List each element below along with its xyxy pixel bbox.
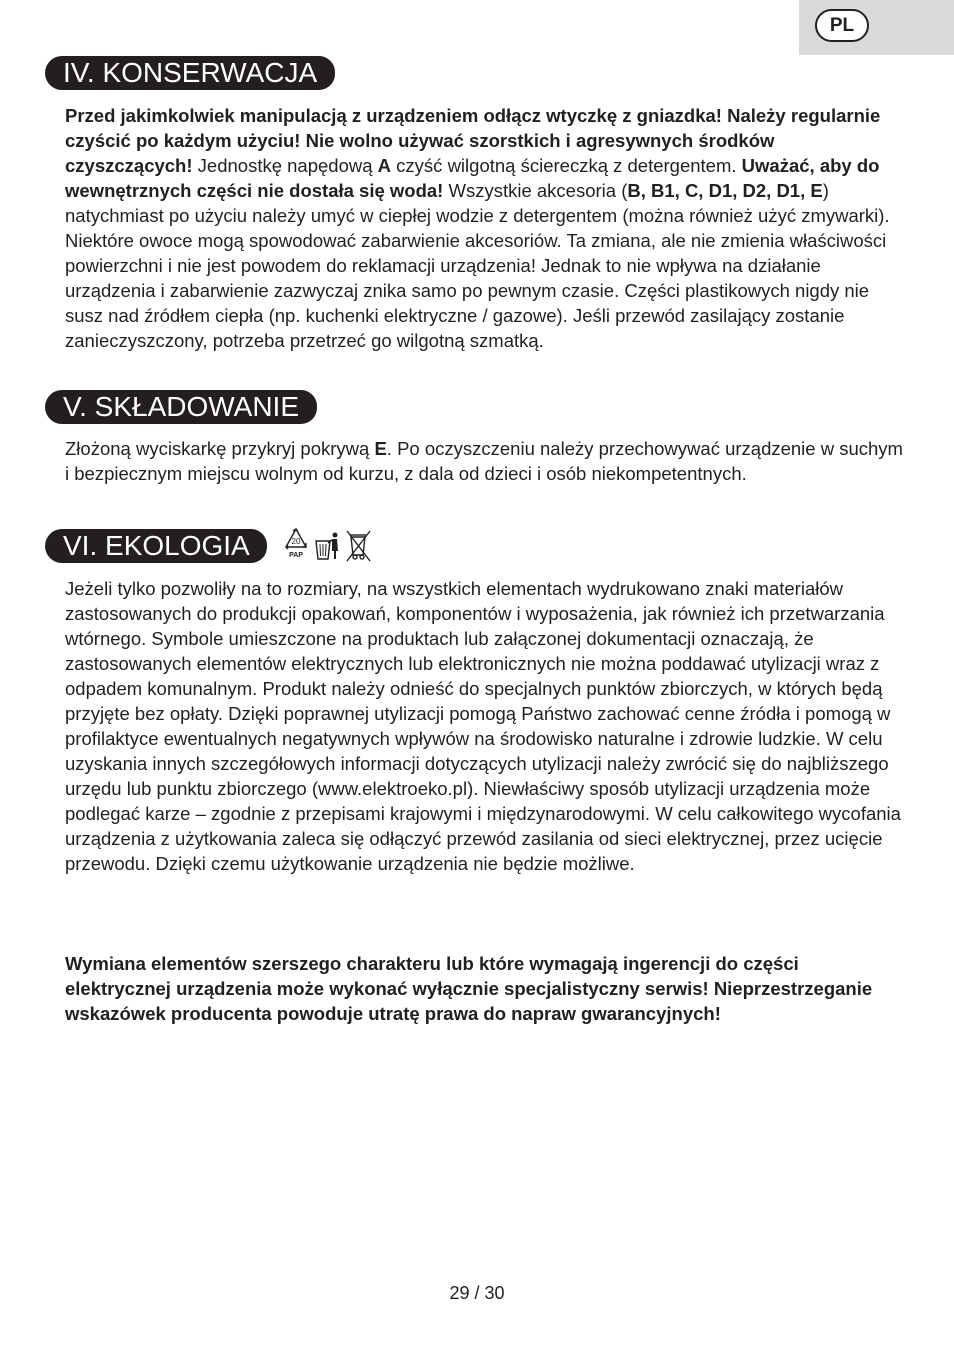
- konserwacja-paragraph: Przed jakimkolwiek manipulacją z urządzeniem odłącz wtyczkę z gniazdka! Należy regularnie czyścić po każdym użyciu! Nie wolno używać szorstkich i agresywnych środków czyszczących! Jednostkę napędową A czyść wilgotną ściereczką z detergentem. Uważać, aby do wewnętrznych części nie dostała się woda! Wszystkie akcesoria (B, B1, C, D1, D2, D1, E) natychmiast po użyciu należy umyć w ciepłej wodzie z detergentem (można również użyć zmywarki). Niektóre owoce mogą spowodować zabarwienie akcesoriów. Ta zmiana, ale nie zmienia właściwości powierzchni i nie jest powodem do reklamacji urządzenia! Jednak to nie wpływa na działanie urządzenia i zabarwienie zazwyczaj znika samo po pewnym czasie. Części plastikowych nigdy nie susz nad źródłem ciepła (np. kuchenki elektryczne / gazowe). Jeśli przewód zasilający zostanie zanieczyszczony, potrzeba przetrzeć go wilgotną szmatką.: [65, 105, 890, 351]
- page-number: 29 / 30: [449, 1283, 505, 1303]
- svg-text:20: 20: [291, 537, 301, 546]
- section-heading-skladowanie: V. SKŁADOWANIE: [45, 390, 317, 424]
- service-warning-paragraph: Wymiana elementów szerszego charakteru lub które wymagają ingerencji do części elektrycznej urządzenia może wykonać wyłącznie specjalistyczny serwis! Nieprzestrzeganie wskazówek producenta powoduje utratę prawa do napraw gwarancyjnych!: [65, 953, 873, 1024]
- section-heading-konserwacja: IV. KONSERWACJA: [45, 56, 335, 90]
- ekologia-paragraph: Jeżeli tylko pozwoliły na to rozmiary, na wszystkich elementach wydrukowano znaki materiałów zastosowanych do produkcji opakowań, komponentów i wyposażenia, jak również ich przetwarzania wtórnego. Symbole umieszczone na produktach lub załączonej dokumentacji oznaczają, że zastosowanych elementów elektrycznych lub elektronicznych nie można poddawać utylizacji wraz z odpadem komunalnym. Produkt należy odnieść do specjalnych punktów zbiorczych, w których będą przyjęte bez opłaty. Dzięki poprawnej utylizacji pomogą Państwo zachować cenne źródła i pomogą w profilaktyce ewentualnych negatywnych wpływów na środowisko naturalne i zdrowie ludzkie. W celu uzyskania innych szczegółowych informacji dotyczących utylizacji należy zwrócić się do najbliższego urzędu lub punktu zbiorczego (www.elektroeko.pl). Niewłaściwy sposób utylizacji urządzenia może podlegać karze – zgodnie z przepisami krajowymi i międzynarodowymi. W celu całkowitego wycofania urządzenia z użytkowania zaleca się odłączyć przewód zasilania od sieci elektrycznej, przez ucięcie przewodu. Dzięki czemu użytkowanie urządzenia nie będzie możliwe.: [65, 578, 901, 874]
- recycle-pap-icon: [286, 529, 306, 559]
- crossed-bin-icon: [347, 531, 370, 561]
- tidyman-bin-icon: [316, 533, 338, 560]
- ecology-icons: [282, 525, 377, 565]
- language-badge: PL: [815, 9, 869, 42]
- language-tab: [799, 0, 954, 55]
- svg-text:PAP: PAP: [289, 552, 303, 559]
- skladowanie-paragraph: Złożoną wyciskarkę przykryj pokrywą E. Po oczyszczeniu należy przechowywać urządzenie w suchym i bezpiecznym miejscu wolnym od kurzu, z dala od dzieci i osób niekompetentnych.: [65, 438, 903, 484]
- section-heading-ekologia: VI. EKOLOGIA: [45, 529, 267, 563]
